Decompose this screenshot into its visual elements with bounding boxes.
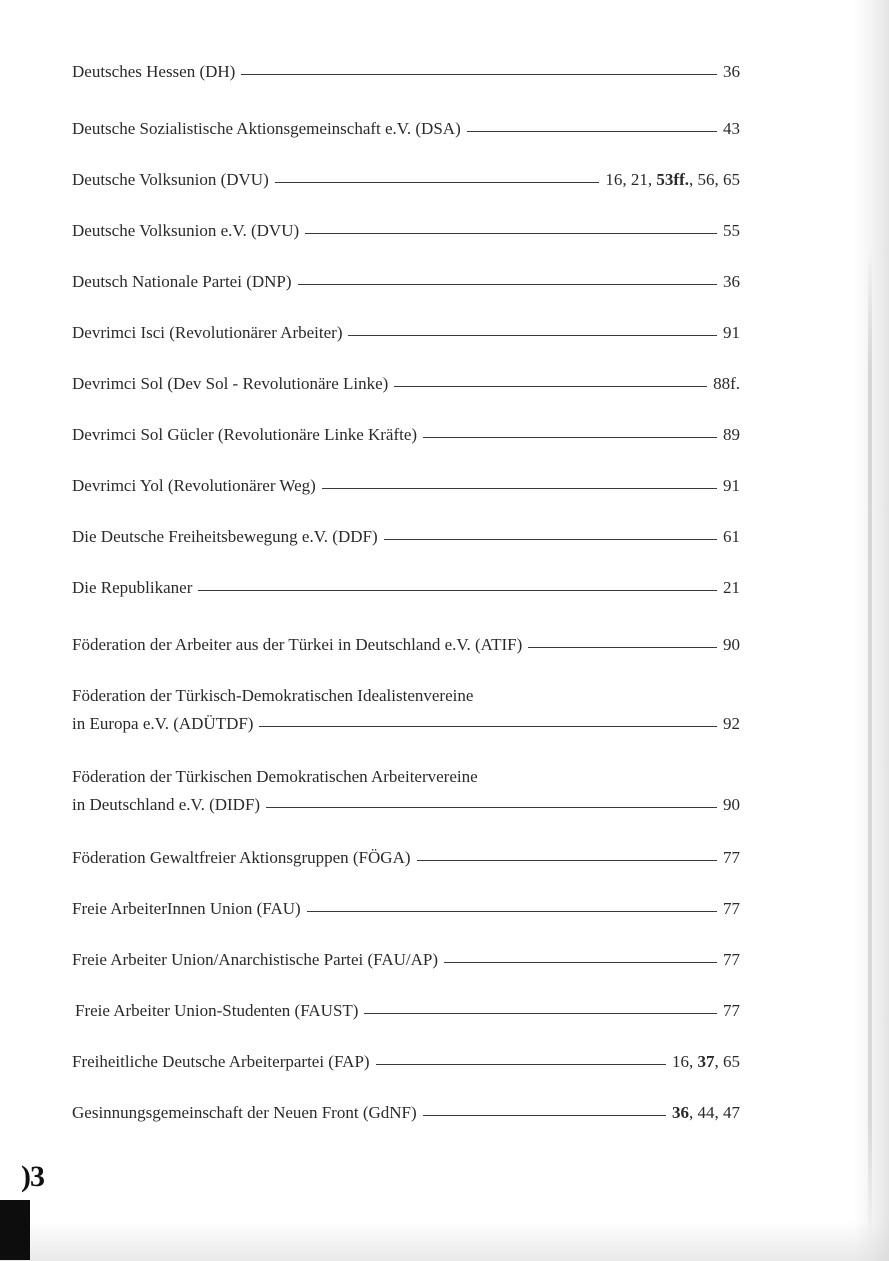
entry-name: Föderation der Arbeiter aus der Türkei in Deutschland e.V. (ATIF)	[72, 635, 523, 654]
entry-pages	[605, 170, 740, 190]
entry-name: in Deutschland e.V. (DIDF)	[72, 795, 261, 814]
page-ref: 89	[723, 425, 740, 444]
entry-name: Devrimci Yol (Revolutionärer Weg)	[72, 476, 316, 495]
index-entry	[72, 1103, 740, 1127]
entry-pages	[723, 1001, 740, 1021]
index-entry	[72, 899, 740, 923]
page-ref: 77	[723, 899, 740, 918]
page-ref: 77	[723, 848, 740, 867]
page-number: )3	[21, 1160, 44, 1193]
index-entry	[72, 170, 740, 194]
entry-name: Devrimci Sol (Dev Sol - Revolutionäre Linke)	[72, 374, 389, 393]
entry-pages	[723, 635, 740, 655]
page-ref: 90	[723, 635, 740, 654]
entry-name: Die Republikaner	[72, 578, 193, 597]
page-ref-primary: 53ff.	[656, 170, 689, 189]
page-tab-marker	[0, 1200, 30, 1260]
index-entry	[72, 527, 740, 551]
leader-line	[305, 233, 717, 234]
leader-line	[259, 726, 717, 727]
index-entry	[72, 686, 740, 738]
index-entry	[72, 1001, 740, 1025]
leader-line	[467, 131, 717, 132]
page-edge-shadow	[868, 250, 872, 1240]
leader-line	[364, 1013, 717, 1014]
entry-pages	[723, 272, 740, 292]
entry-name: Deutsche Sozialistische Aktionsgemeinschaft e.V. (DSA)	[72, 119, 461, 138]
entry-pages	[723, 62, 740, 82]
entry-name: Föderation Gewaltfreier Aktionsgruppen (FÖGA)	[72, 848, 411, 867]
page-ref: 88f.	[713, 374, 740, 393]
leader-line	[376, 1064, 666, 1065]
entry-name: Deutsches Hessen (DH)	[72, 62, 236, 81]
entry-pages	[723, 795, 740, 815]
leader-line	[198, 590, 717, 591]
scan-shadow	[0, 1221, 889, 1261]
page-ref: 16,	[672, 1052, 698, 1071]
index-entry	[72, 119, 740, 143]
entry-pages	[723, 221, 740, 241]
entry-name: Devrimci Sol Gücler (Revolutionäre Linke Kräfte)	[72, 425, 418, 444]
leader-line	[528, 647, 717, 648]
leader-line	[348, 335, 717, 336]
leader-line	[423, 437, 717, 438]
leader-line	[241, 74, 717, 75]
page-ref: , 65	[714, 1052, 740, 1071]
entry-name-line1: Föderation der Türkisch-Demokratischen Idealistenvereine	[72, 686, 474, 705]
entry-name: Freie Arbeiter Union/Anarchistische Partei (FAU/AP)	[72, 950, 439, 969]
entry-pages	[723, 899, 740, 919]
page-ref-primary: 36	[672, 1103, 689, 1122]
index-entry	[72, 476, 740, 500]
page-ref: 92	[723, 714, 740, 733]
page-ref: 36	[723, 272, 740, 291]
entry-pages	[713, 374, 740, 394]
entry-name: in Europa e.V. (ADÜTDF)	[72, 714, 254, 733]
index-entry	[72, 578, 740, 602]
page-ref: 16, 21,	[605, 170, 657, 189]
entry-name: Die Deutsche Freiheitsbewegung e.V. (DDF)	[72, 527, 378, 546]
page-ref: 61	[723, 527, 740, 546]
entry-pages	[723, 527, 740, 547]
leader-line	[266, 807, 717, 808]
entry-name: Deutsche Volksunion e.V. (DVU)	[72, 221, 300, 240]
entry-pages	[723, 476, 740, 496]
entry-name: Freie ArbeiterInnen Union (FAU)	[72, 899, 301, 918]
index-entry	[72, 767, 740, 819]
leader-line	[384, 539, 717, 540]
leader-line	[307, 911, 717, 912]
page-ref: 77	[723, 950, 740, 969]
page-ref: , 56, 65	[689, 170, 740, 189]
index-entry	[72, 221, 740, 245]
leader-line	[394, 386, 707, 387]
index-entry	[72, 848, 740, 872]
entry-pages	[723, 714, 740, 734]
page-ref: 43	[723, 119, 740, 138]
page-ref: 91	[723, 476, 740, 495]
leader-line	[417, 860, 717, 861]
entry-pages	[723, 323, 740, 343]
entry-name: Devrimci Isci (Revolutionärer Arbeiter)	[72, 323, 343, 342]
leader-line	[298, 284, 717, 285]
page-ref: 21	[723, 578, 740, 597]
entry-name: Deutsch Nationale Partei (DNP)	[72, 272, 292, 291]
entry-pages	[672, 1103, 740, 1123]
entry-name-line1: Föderation der Türkischen Demokratischen Arbeitervereine	[72, 767, 478, 786]
index-entry	[72, 62, 740, 86]
leader-line	[275, 182, 600, 183]
index-entry	[72, 374, 740, 398]
index-entry	[72, 1052, 740, 1076]
entry-name: Freie Arbeiter Union-Studenten (FAUST)	[75, 1001, 359, 1020]
entry-pages	[723, 425, 740, 445]
page-ref: 90	[723, 795, 740, 814]
page-ref: 36	[723, 62, 740, 81]
entry-name: Gesinnungsgemeinschaft der Neuen Front (GdNF)	[72, 1103, 417, 1122]
index-entry	[72, 635, 740, 659]
entry-name: Freiheitliche Deutsche Arbeiterpartei (FAP)	[72, 1052, 370, 1071]
entry-pages	[723, 950, 740, 970]
entry-name: Deutsche Volksunion (DVU)	[72, 170, 269, 189]
index-entry	[72, 272, 740, 296]
page-ref: 55	[723, 221, 740, 240]
entry-pages	[723, 848, 740, 868]
index-entry	[72, 950, 740, 974]
page-ref: 91	[723, 323, 740, 342]
leader-line	[423, 1115, 666, 1116]
index-entry	[72, 323, 740, 347]
leader-line	[444, 962, 717, 963]
entry-pages	[723, 119, 740, 139]
leader-line	[322, 488, 717, 489]
page-ref: 77	[723, 1001, 740, 1020]
page-ref-primary: 37	[697, 1052, 715, 1071]
index-entry	[72, 425, 740, 449]
entry-pages	[723, 578, 740, 598]
entry-pages	[672, 1052, 740, 1072]
page-ref: , 44, 47	[689, 1103, 740, 1122]
